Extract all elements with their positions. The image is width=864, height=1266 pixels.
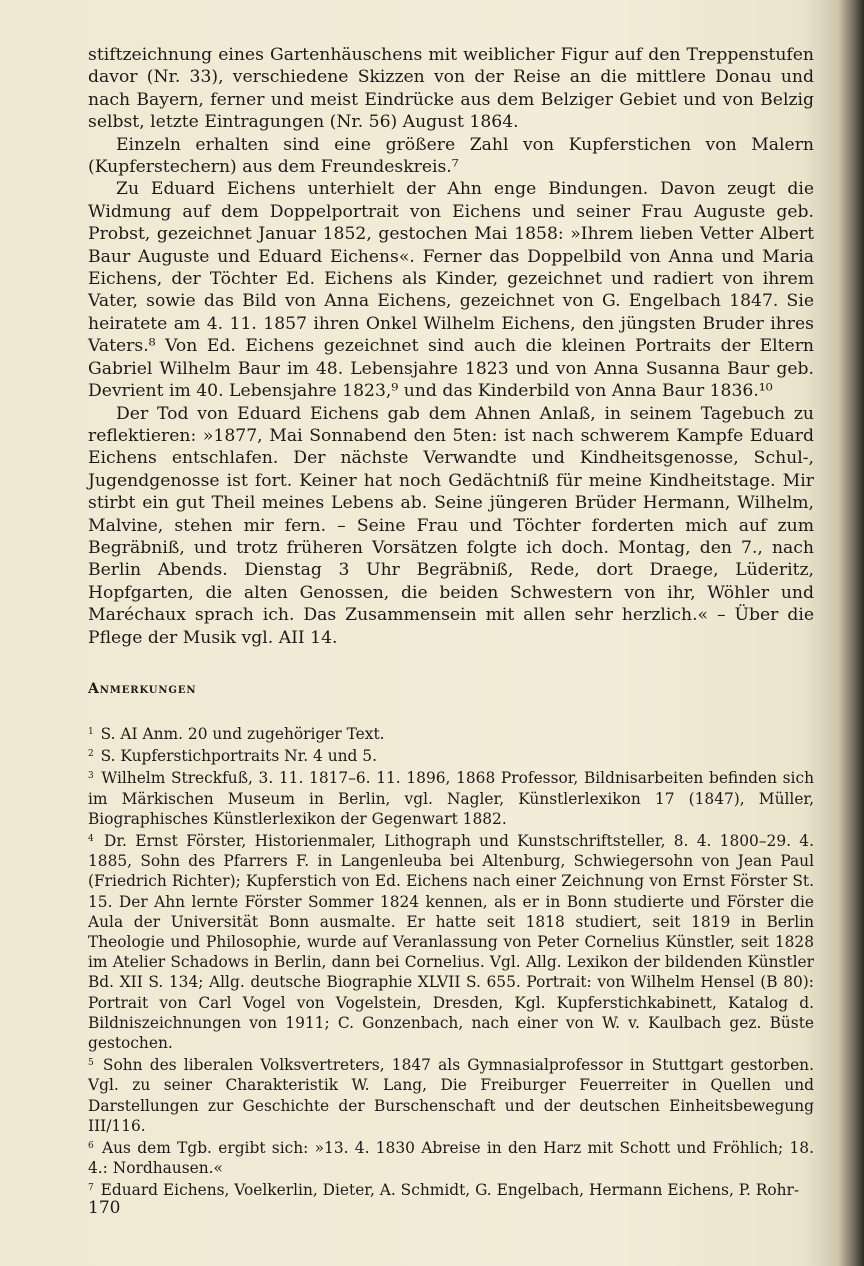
footnote-number: 1 <box>88 727 94 737</box>
footnote-text: Dr. Ernst Förster, Historienmaler, Lithograph und Kunstschriftsteller, 8. 4. 1800–29. 4. 1885, Sohn des Pfarrers F. in Langenleuba bei Altenburg, Schwiegersohn von Jean Paul (Friedrich Richter); Kupferstich von Ed. Eichens nach einer Zeichnung von Ernst Förster St. 15. Der Ahn lernte Förster Sommer 1824 kennen, als er in Bonn studierte und Förster die Aula der Universität Bonn ausmalte. Er hatte seit 1818 studiert, seit 1819 in Berlin Theologie und Philosophie, wurde auf Veranlassung von Peter Cornelius Künstler, seit 1828 im Atelier Schadows in Berlin, dann bei Cornelius. Vgl. Allg. Lexikon der bildenden Künstler Bd. XII S. 134; Allg. deutsche Biographie XLVII S. 655. Portrait: von Wilhelm Hensel (B 80): Portrait von Carl Vogel von Vogelstein, Dresden, Kgl. Kupferstichkabinett, Katalog d. Bildniszeichnungen von 1911; C. Gonzenbach, nach einer von W. v. Kaulbach gez. Büste gestochen. <box>88 832 814 1053</box>
footnotes <box>88 722 814 1201</box>
footnote-text: Wilhelm Streckfuß, 3. 11. 1817–6. 11. 1896, 1868 Professor, Bildnisarbeiten befinden sich im Märkischen Museum in Berlin, vgl. Nagler, Künstlerlexikon 17 (1847), Müller, Biographisches Künstlerlexikon der Gegenwart 1882. <box>88 769 814 828</box>
paragraph-1: stiftzeichnung eines Gartenhäuschens mit weiblicher Figur auf den Treppenstufen davor (Nr. 33), verschiedene Skizzen von der Reise an die mittlere Donau und nach Bayern, ferner und meist Eindrücke aus dem Belziger Gebiet und von Belzig selbst, letzte Eintragungen (Nr. 56) August 1864. <box>88 45 814 133</box>
footnote-5 <box>88 1053 814 1136</box>
footnote-number: 7 <box>88 1183 94 1194</box>
paragraph-4: Der Tod von Eduard Eichens gab dem Ahnen Anlaß, in seinem Tagebuch zu reflektieren: »1877, Mai Sonnabend den 5ten: ist nach schwerem Kampfe Eduard Eichens entschlafen. Der nächste Verwandte und Kindheitsgenosse, Schul-, Jugendgenosse ist fort. Keiner hat noch Gedächtniß für meine Kindheitstage. Mir stirbt ein gut Theil meines Lebens ab. Seine jüngeren Brüder Hermann, Wilhelm, Malvine, stehen mir fern. – Seine Frau und Töchter forderten mich auf zum Begräbniß, und trotz früheren Vorsätzen folgte ich doch. Montag, den 7., nach Berlin Abends. Dienstag 3 Uhr Begräbniß, Rede, dort Draege, Lüderitz, Hopfgarten, die alten Genossen, die beiden Schwestern von ihr, Wöhler und Maréchaux sprach ich. Das Zusammensein mit allen sehr herzlich.« – Über die Pflege der Musik vgl. AII 14. <box>88 403 814 648</box>
footnote-1 <box>88 722 814 744</box>
footnote-6 <box>88 1136 814 1178</box>
footnote-number: 5 <box>88 1058 94 1069</box>
paragraph-3: Zu Eduard Eichens unterhielt der Ahn enge Bindungen. Davon zeugt die Widmung auf dem Doppelportrait von Eichens und seiner Frau Auguste geb. Probst, gezeichnet Januar 1852, gestochen Mai 1858: »Ihrem lieben Vetter Albert Baur Auguste und Eduard Eichens«. Ferner das Doppelbild von Anna und Maria Eichens, der Töchter Ed. Eichens als Kinder, gezeichnet und radiert von ihrem Vater, sowie das Bild von Anna Eichens, gezeichnet von G. Engelbach 1847. Sie heiratete am 4. 11. 1857 ihren Onkel Wilhelm Eichens, den jüngsten Bruder ihres Vaters.⁸ Von Ed. Eichens gezeichnet sind auch die kleinen Portraits der Eltern Gabriel Wilhelm Baur im 48. Lebensjahre 1823 und von Anna Susanna Baur geb. Devrient im 40. Lebensjahre 1823,⁹ und das Kinderbild von Anna Baur 1836.¹⁰ <box>88 179 814 402</box>
footnote-number: 3 <box>88 771 94 782</box>
footnote-3 <box>88 766 814 829</box>
footnote-text: S. Kupferstichportraits Nr. 4 und 5. <box>100 747 377 766</box>
footnote-4 <box>88 829 814 1053</box>
paragraph-2: Einzeln erhalten sind eine größere Zahl von Kupferstichen von Malern (Kupferstechern) aus dem Freundeskreis.⁷ <box>88 134 814 178</box>
footnote-number: 4 <box>88 834 94 845</box>
footnote-number: 6 <box>88 1141 94 1152</box>
footnote-number: 2 <box>88 749 94 760</box>
notes-heading: Anmerkungen <box>88 681 197 697</box>
footnote-7 <box>88 1178 814 1200</box>
footnote-2 <box>88 744 814 766</box>
footnote-text: S. AI Anm. 20 und zugehöriger Text. <box>100 725 385 743</box>
footnote-text: Eduard Eichens, Voelkerlin, Dieter, A. Schmidt, G. Engelbach, Hermann Eichens, P. Rohr- <box>100 1181 800 1200</box>
footnote-text: Aus dem Tgb. ergibt sich: »13. 4. 1830 Abreise in den Harz mit Schott und Fröhlich; 18. 4.: Nordhausen.« <box>88 1139 814 1178</box>
page-number: 170 <box>88 1198 121 1218</box>
main-text <box>88 44 814 649</box>
footnote-text: Sohn des liberalen Volksvertreters, 1847 als Gymnasialprofessor in Stuttgart gestorben. Vgl. zu seiner Charakteristik W. Lang, Die Freiburger Feuerreiter in Quellen und Darstellungen zur Geschichte der Burschenschaft und der deutschen Einheitsbewegung III/116. <box>88 1056 814 1135</box>
